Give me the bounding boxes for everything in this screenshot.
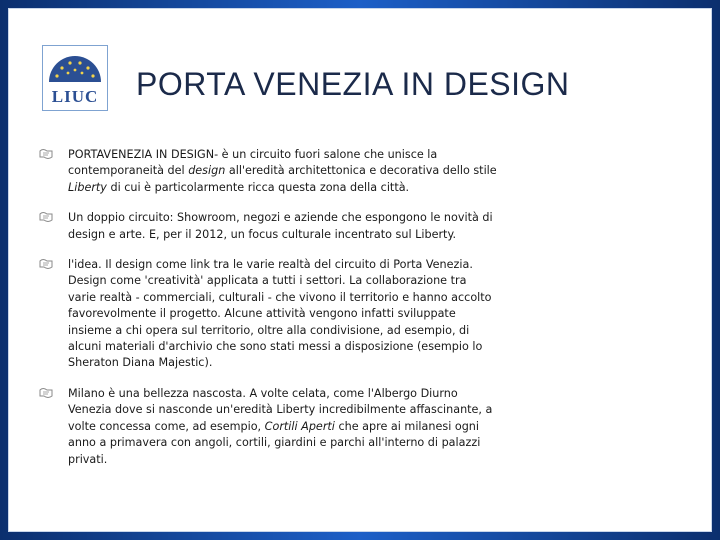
bullet-text-2: Un doppio circuito: Showroom, negozi e aziende che espongono le novità di design e arte. E, per il 2012, un focus culturale incentrato sul Liberty. <box>68 211 493 241</box>
bullet-4-italic-cortili: Cortili Aperti <box>264 419 335 433</box>
bullet-item-4 <box>38 386 498 468</box>
slide-card <box>8 8 712 532</box>
bullet-1-italic-liberty: Liberty <box>68 180 107 194</box>
bullet-item-2 <box>38 210 498 243</box>
bullet-1-part-1: PORTAVENEZIA IN DESIGN- è un circuito fuori salone che unisce la contemporaneità del <box>68 148 438 178</box>
scroll-bullet-icon <box>38 148 54 161</box>
bullet-item-1 <box>38 147 498 196</box>
scroll-bullet-icon <box>38 387 54 400</box>
slide-title: PORTA VENEZIA IN DESIGN <box>136 66 570 102</box>
bullet-1-italic-design: design <box>188 164 226 178</box>
bullet-text-1 <box>68 147 498 196</box>
bullet-text-3: l'idea. Il design come link tra le varie realtà del circuito di Porta Venezia. Design come 'creatività' applicata a tutti i settori. La collaborazione tra varie realtà - commerciali, culturali - che vivono il territorio e hanno accolto favorevolmente il progetto. Alcune attività vengono infatti sviluppate insieme a chi opera sul territorio, oltre alla condivisione, ad esempio, di alcuni materiali d'archivio che sono stati messi a disposizione (esempio lo Sheraton Diana Majestic). <box>68 258 492 370</box>
bullet-4-part-1: Milano è una bellezza nascosta. A volte celata, come l'Albergo Diurno Venezia dove si nasconde un'eredità Liberty incredibilmente affascinante, a volte concessa come, ad esempio, <box>68 386 493 433</box>
bullet-4-part-3: che apre ai milanesi ogni anno a primavera con angoli, cortili, giardini e parchi all'interno di palazzi privati. <box>68 419 481 466</box>
scroll-bullet-icon <box>38 258 54 271</box>
bullet-1-part-5: di cui è particolarmente ricca questa zona della città. <box>106 180 410 194</box>
liuc-logo <box>42 45 108 111</box>
bullet-1-part-3: all'eredità architettonica e decorativa dello stile <box>225 164 497 178</box>
bullet-text-4 <box>68 386 498 468</box>
liuc-logo-icon <box>43 46 107 110</box>
logo-text: LIUC <box>51 87 99 106</box>
bullet-list <box>38 147 498 482</box>
scroll-bullet-icon <box>38 211 54 224</box>
bullet-item-3 <box>38 257 498 372</box>
